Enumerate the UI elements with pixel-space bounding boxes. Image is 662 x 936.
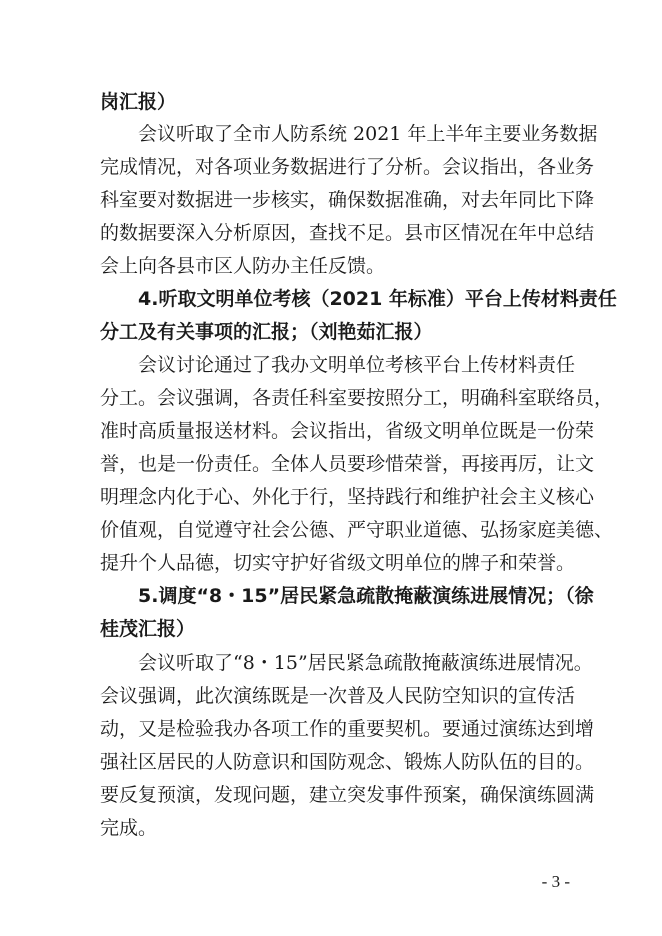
paragraph-line: 准时高质量报送材料。会议指出，省级文明单位既是一份荣	[100, 420, 595, 442]
section-heading-line: 5.调度“8・15”居民紧急疏散掩蔽演练进展情况；（徐	[138, 585, 594, 607]
paragraph-line: 会上向各县市区人防办主任反馈。	[100, 255, 386, 277]
paragraph-line: 会议听取了“8・15”居民紧急疏散掩蔽演练进展情况。	[138, 652, 593, 674]
paragraph-line: 会议强调，此次演练既是一次普及人民防空知识的宣传活	[100, 685, 576, 707]
paragraph-line: 动，又是检验我办各项工作的重要契机。要通过演练达到增	[100, 718, 595, 740]
paragraph-line: 强社区居民的人防意识和国防观念、锻炼人防队伍的目的。	[100, 751, 595, 773]
paragraph-line: 分工。会议强调，各责任科室要按照分工，明确科室联络员，	[100, 387, 614, 409]
paragraph-line: 完成。	[100, 817, 158, 839]
paragraph-line: 价值观，自觉遵守社会公德、严守职业道德、弘扬家庭美德、	[100, 519, 614, 541]
page-number: - 3 -	[541, 872, 570, 891]
section-heading-line: 岗汇报）	[100, 91, 177, 113]
paragraph-line: 提升个人品德，切实守护好省级文明单位的牌子和荣誉。	[100, 552, 576, 574]
paragraph-line: 的数据要深入分析原因，查找不足。县市区情况在年中总结	[100, 222, 595, 244]
section-heading-line: 桂茂汇报）	[100, 618, 196, 640]
paragraph-line: 要反复预演，发现问题，建立突发事件预案，确保演练圆满	[100, 784, 595, 806]
paragraph-line: 明理念内化于心、外化于行，坚持践行和维护社会主义核心	[100, 486, 595, 508]
paragraph-line: 科室要对数据进一步核实，确保数据准确，对去年同比下降	[100, 189, 595, 211]
paragraph-line: 完成情况，对各项业务数据进行了分析。会议指出，各业务	[100, 156, 595, 178]
section-heading-line: 分工及有关事项的汇报；（刘艳茹汇报）	[100, 321, 433, 343]
paragraph-line: 誉，也是一份责任。全体人员要珍惜荣誉，再接再厉，让文	[100, 453, 595, 475]
section-heading-line: 4.听取文明单位考核（2021 年标准）平台上传材料责任	[138, 288, 617, 310]
paragraph-line: 会议听取了全市人防系统 2021 年上半年主要业务数据	[138, 123, 598, 145]
paragraph-line: 会议讨论通过了我办文明单位考核平台上传材料责任	[138, 354, 576, 376]
